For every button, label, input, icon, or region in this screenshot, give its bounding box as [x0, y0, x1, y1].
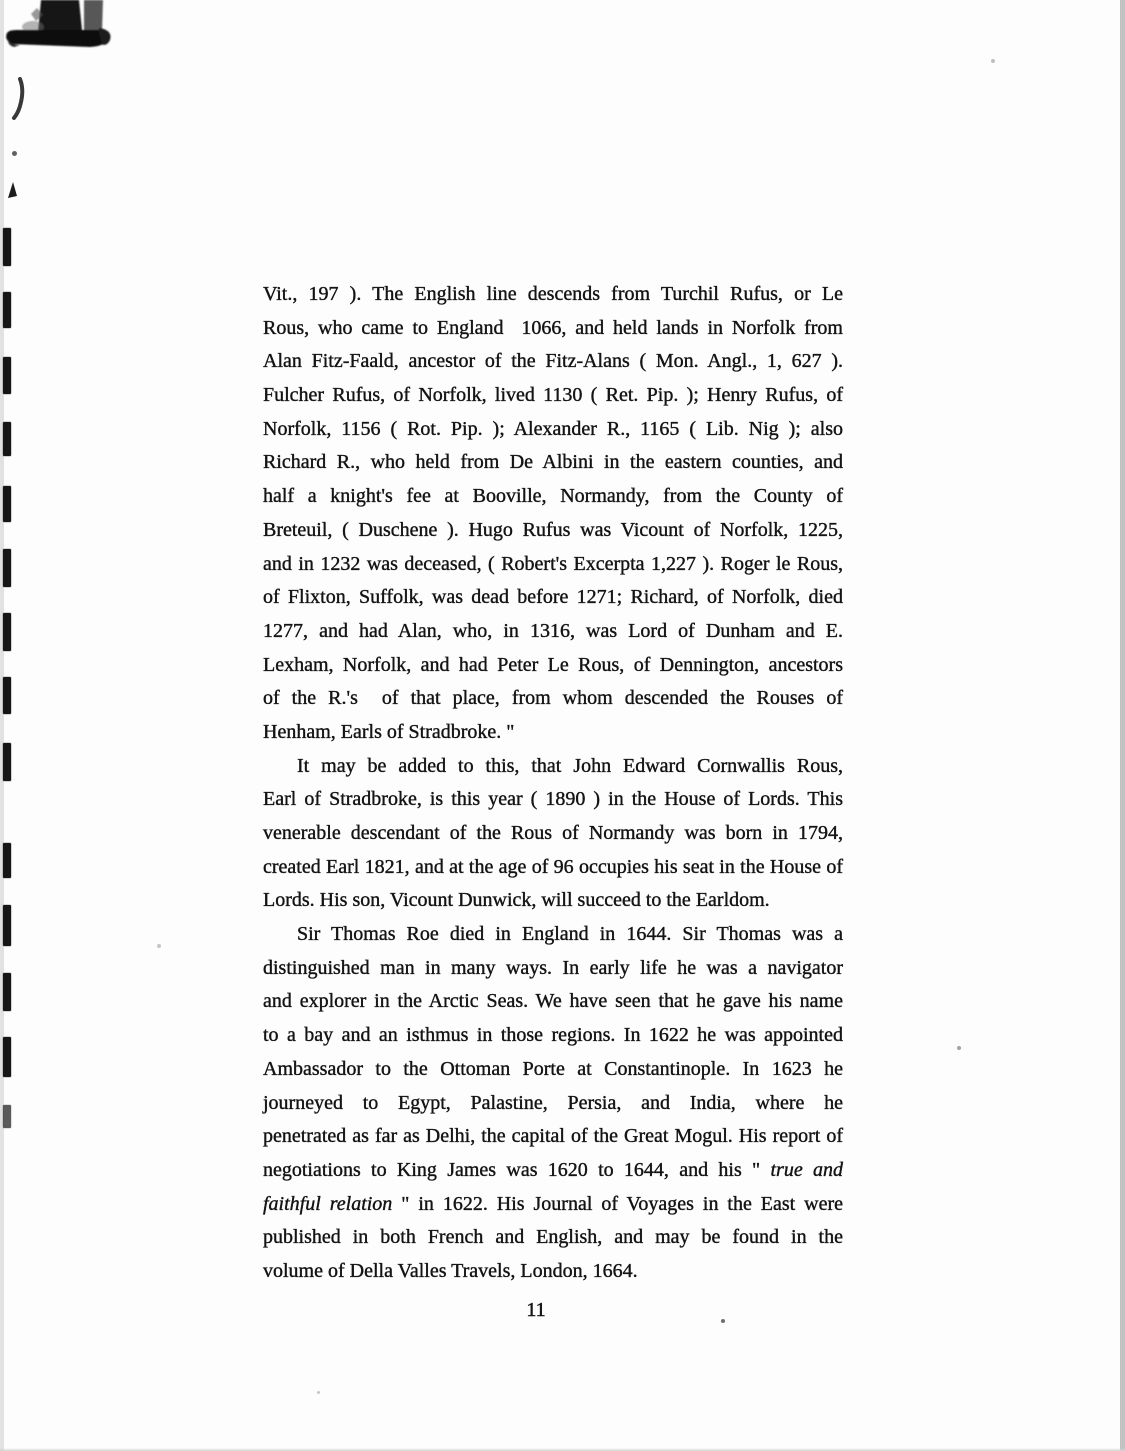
text-line — [263, 1188, 843, 1222]
scan-artifact-dash — [3, 613, 11, 651]
ink-blob-artifact — [0, 0, 118, 52]
text-line — [263, 413, 843, 447]
scan-artifact-dash — [3, 422, 11, 456]
text-line — [263, 783, 843, 817]
scan-artifact-speck — [157, 944, 161, 948]
text-segment: It may be added to this, that John Edward Cornwallis Rous, — [297, 754, 843, 777]
text-line — [263, 1087, 843, 1121]
scan-artifact-speck — [317, 1391, 320, 1394]
text-line — [263, 278, 843, 312]
text-line — [263, 1120, 843, 1154]
text-line — [263, 1053, 843, 1087]
text-segment: created Earl 1821, and at the age of 96 occupies his seat in the House of — [263, 855, 843, 878]
italic-text: faithful relation — [263, 1192, 393, 1215]
text-line — [263, 884, 843, 918]
text-segment: half a knight's fee at Booville, Normandy, from the County of — [263, 485, 843, 508]
text-segment: venerable descendant of the Rous of Normandy was born in 1794, — [263, 822, 843, 844]
text-segment: Norfolk, 1156 ( Rot. Pip. ); Alexander R., 1165 ( Lib. Nig ); also — [263, 417, 843, 440]
text-line — [263, 716, 843, 750]
text-line — [263, 1019, 843, 1053]
text-segment: published in both French and English, and may be found in the — [263, 1226, 843, 1249]
text-segment: of Flixton, Suffolk, was dead before 1271; Richard, of Norfolk, died — [263, 586, 843, 609]
dot-mark-artifact — [12, 151, 17, 156]
scan-artifact-dash — [3, 228, 11, 266]
text-segment: journeyed to Egypt, Palastine, Persia, and India, where he — [263, 1091, 843, 1114]
scan-artifact-dash — [3, 843, 11, 878]
text-segment: penetrated as far as Delhi, the capital of the Great Mogul. His report of — [263, 1125, 843, 1148]
triangle-mark-artifact — [7, 181, 19, 199]
text-segment: and explorer in the Arctic Seas. We have seen that he gave his name — [263, 990, 843, 1013]
left-edge-shadow — [0, 0, 4, 1451]
text-segment: Ambassador to the Ottoman Porte at Constantinople. In 1623 he — [263, 1057, 843, 1080]
text-segment: and in 1232 was deceased, ( Robert's Excerpta 1,227 ). Roger le Rous, — [263, 552, 843, 575]
text-segment: Lords. His son, Vicount Dunwick, will succeed to the Earldom. — [263, 889, 770, 912]
text-line — [263, 312, 843, 346]
text-segment: negotiations to King James was 1620 to 1644, and his " — [263, 1158, 771, 1181]
text-segment: volume of Della Valles Travels, London, 1664. — [263, 1259, 638, 1282]
text-line — [263, 446, 843, 480]
text-segment: distinguished man in many ways. In early life he was a navigator — [263, 956, 843, 979]
scan-artifact-speck — [721, 1319, 725, 1323]
scan-artifact-dash — [3, 905, 11, 946]
text-line — [263, 750, 843, 784]
scan-artifact-speck — [957, 1046, 961, 1050]
text-segment: " in 1622. His Journal of Voyages in the East were — [392, 1192, 843, 1215]
text-segment: Breteuil, ( Duschene ). Hugo Rufus was Vicount of Norfolk, 1225, — [263, 518, 843, 541]
text-line — [263, 379, 843, 413]
text-line — [263, 514, 843, 548]
scan-artifact-dash — [3, 486, 11, 522]
text-line — [263, 548, 843, 582]
text-segment: Sir Thomas Roe died in England in 1644. Sir Thomas was a — [297, 923, 843, 946]
text-line — [263, 985, 843, 1019]
text-segment: Fulcher Rufus, of Norfolk, lived 1130 ( Ret. Pip. ); Henry Rufus, of — [263, 384, 843, 407]
text-line — [263, 480, 843, 514]
scan-artifact-dash — [3, 677, 11, 714]
text-line — [263, 345, 843, 379]
text-segment: Vit., 197 ). The English line descends from Turchil Rufus, or Le — [263, 283, 843, 305]
text-line — [263, 682, 843, 716]
scan-artifact-dash — [3, 549, 11, 587]
scan-artifact-dash — [3, 973, 11, 1011]
text-line — [263, 851, 843, 885]
scan-artifact-speck — [991, 59, 995, 63]
scan-artifact-dash — [3, 1105, 11, 1128]
page-number: 11 — [526, 1299, 546, 1321]
text-line — [263, 918, 843, 952]
text-segment: to a bay and an isthmus in those regions. In 1622 he was appointed — [263, 1024, 843, 1047]
italic-text: true and — [770, 1158, 843, 1181]
text-line — [263, 952, 843, 986]
text-segment: Alan Fitz-Faald, ancestor of the Fitz-Alans ( Mon. Angl., 1, 627 ). — [263, 350, 843, 373]
text-segment: Earl of Stradbroke, is this year ( 1890 ) in the House of Lords. This — [263, 788, 843, 811]
scan-artifact-dash — [3, 292, 11, 328]
text-line — [263, 1221, 843, 1255]
text-block — [263, 278, 843, 1289]
scan-artifact-dash — [3, 357, 11, 394]
scan-artifact-dash — [3, 743, 11, 781]
right-edge-shadow — [1120, 0, 1125, 1451]
text-line — [263, 1154, 843, 1188]
hook-mark-artifact — [11, 76, 27, 122]
text-segment: Richard R., who held from De Albini in the eastern counties, and — [263, 451, 843, 474]
text-segment: Lexham, Norfolk, and had Peter Le Rous, of Dennington, ancestors — [263, 653, 843, 676]
text-segment: Rous, who came to England 1066, and held lands in Norfolk from — [263, 316, 843, 339]
text-segment: 1277, and had Alan, who, in 1316, was Lord of Dunham and E. — [263, 619, 843, 642]
text-segment: Henham, Earls of Stradbroke. " — [263, 720, 515, 743]
text-line — [263, 581, 843, 615]
text-line — [263, 1255, 843, 1289]
text-line — [263, 615, 843, 649]
text-line — [263, 817, 843, 851]
scan-artifact-dash — [3, 1037, 11, 1077]
text-line — [263, 649, 843, 683]
text-segment: of the R.'s of that place, from whom descended the Rouses of — [263, 687, 843, 710]
